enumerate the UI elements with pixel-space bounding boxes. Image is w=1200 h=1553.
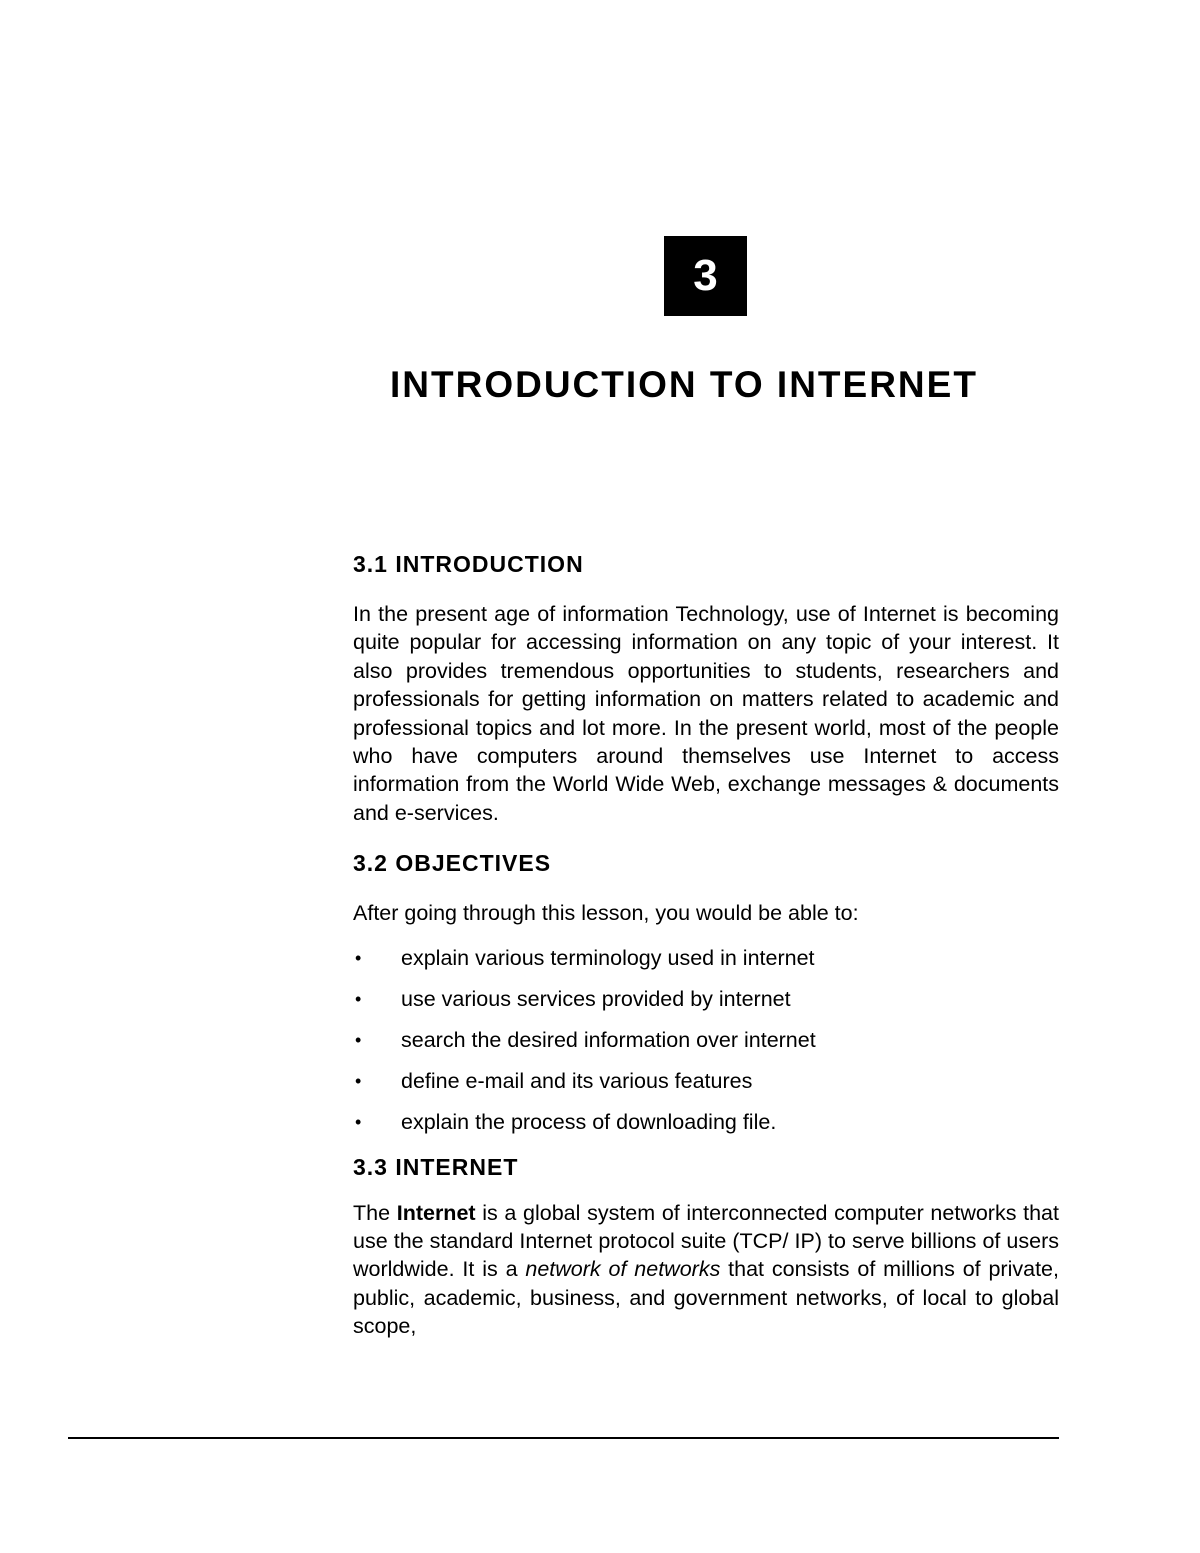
- bullet-icon: •: [355, 1070, 362, 1091]
- objectives-list: [353, 938, 1059, 1143]
- bullet-icon: •: [355, 988, 362, 1009]
- list-item: [353, 1061, 1059, 1102]
- list-item: [353, 938, 1059, 979]
- objective-text: use various services provided by internet: [401, 986, 791, 1011]
- list-item: [353, 979, 1059, 1020]
- internet-paragraph-tail: that consists of millions of private, public, academic, business, and government networks, of local to global scope,: [353, 1257, 1059, 1339]
- chapter-number-badge: 3: [664, 236, 747, 316]
- objective-text: define e-mail and its various features: [401, 1068, 753, 1093]
- term-network-of-networks: network of networks: [525, 1257, 721, 1282]
- section-heading-internet: 3.3 INTERNET: [353, 1153, 519, 1180]
- section-heading-introduction: 3.1 INTRODUCTION: [353, 551, 584, 577]
- term-internet: Internet: [396, 1200, 476, 1225]
- bullet-icon: •: [355, 1111, 362, 1132]
- internet-paragraph-lead: The: [353, 1200, 397, 1225]
- bullet-icon: •: [355, 1029, 362, 1050]
- objective-text: explain the process of downloading file.: [401, 1109, 777, 1134]
- introduction-paragraph: In the present age of information Technology, use of Internet is becoming quite popular for accessing information on any topic of your interest. It also provides tremendous opportunities to students, researchers and professionals for getting information on matters related to academic and professional topics and lot more. In the present world, most of the people who have computers around themselves use Internet to access information from the World Wide Web, exchange messages & documents and e-services.: [353, 602, 1059, 825]
- list-item: [353, 1102, 1059, 1143]
- objectives-intro: After going through this lesson, you would be able to:: [353, 901, 859, 926]
- internet-paragraph-middle: is a global system of interconnected computer networks that use the standard Internet protocol suite (TCP/ IP) to serve billions of users worldwide. It is a: [353, 1200, 1059, 1282]
- objective-text: explain various terminology used in internet: [401, 945, 815, 970]
- bullet-icon: •: [355, 947, 362, 968]
- page-content: [353, 548, 1059, 1341]
- footer-rule: [68, 1437, 1059, 1439]
- list-item: [353, 1020, 1059, 1061]
- internet-paragraph: [353, 1199, 1059, 1341]
- objective-text: search the desired information over internet: [401, 1027, 816, 1052]
- chapter-title: INTRODUCTION TO INTERNET: [390, 364, 978, 405]
- section-heading-objectives: 3.2 OBJECTIVES: [353, 850, 552, 877]
